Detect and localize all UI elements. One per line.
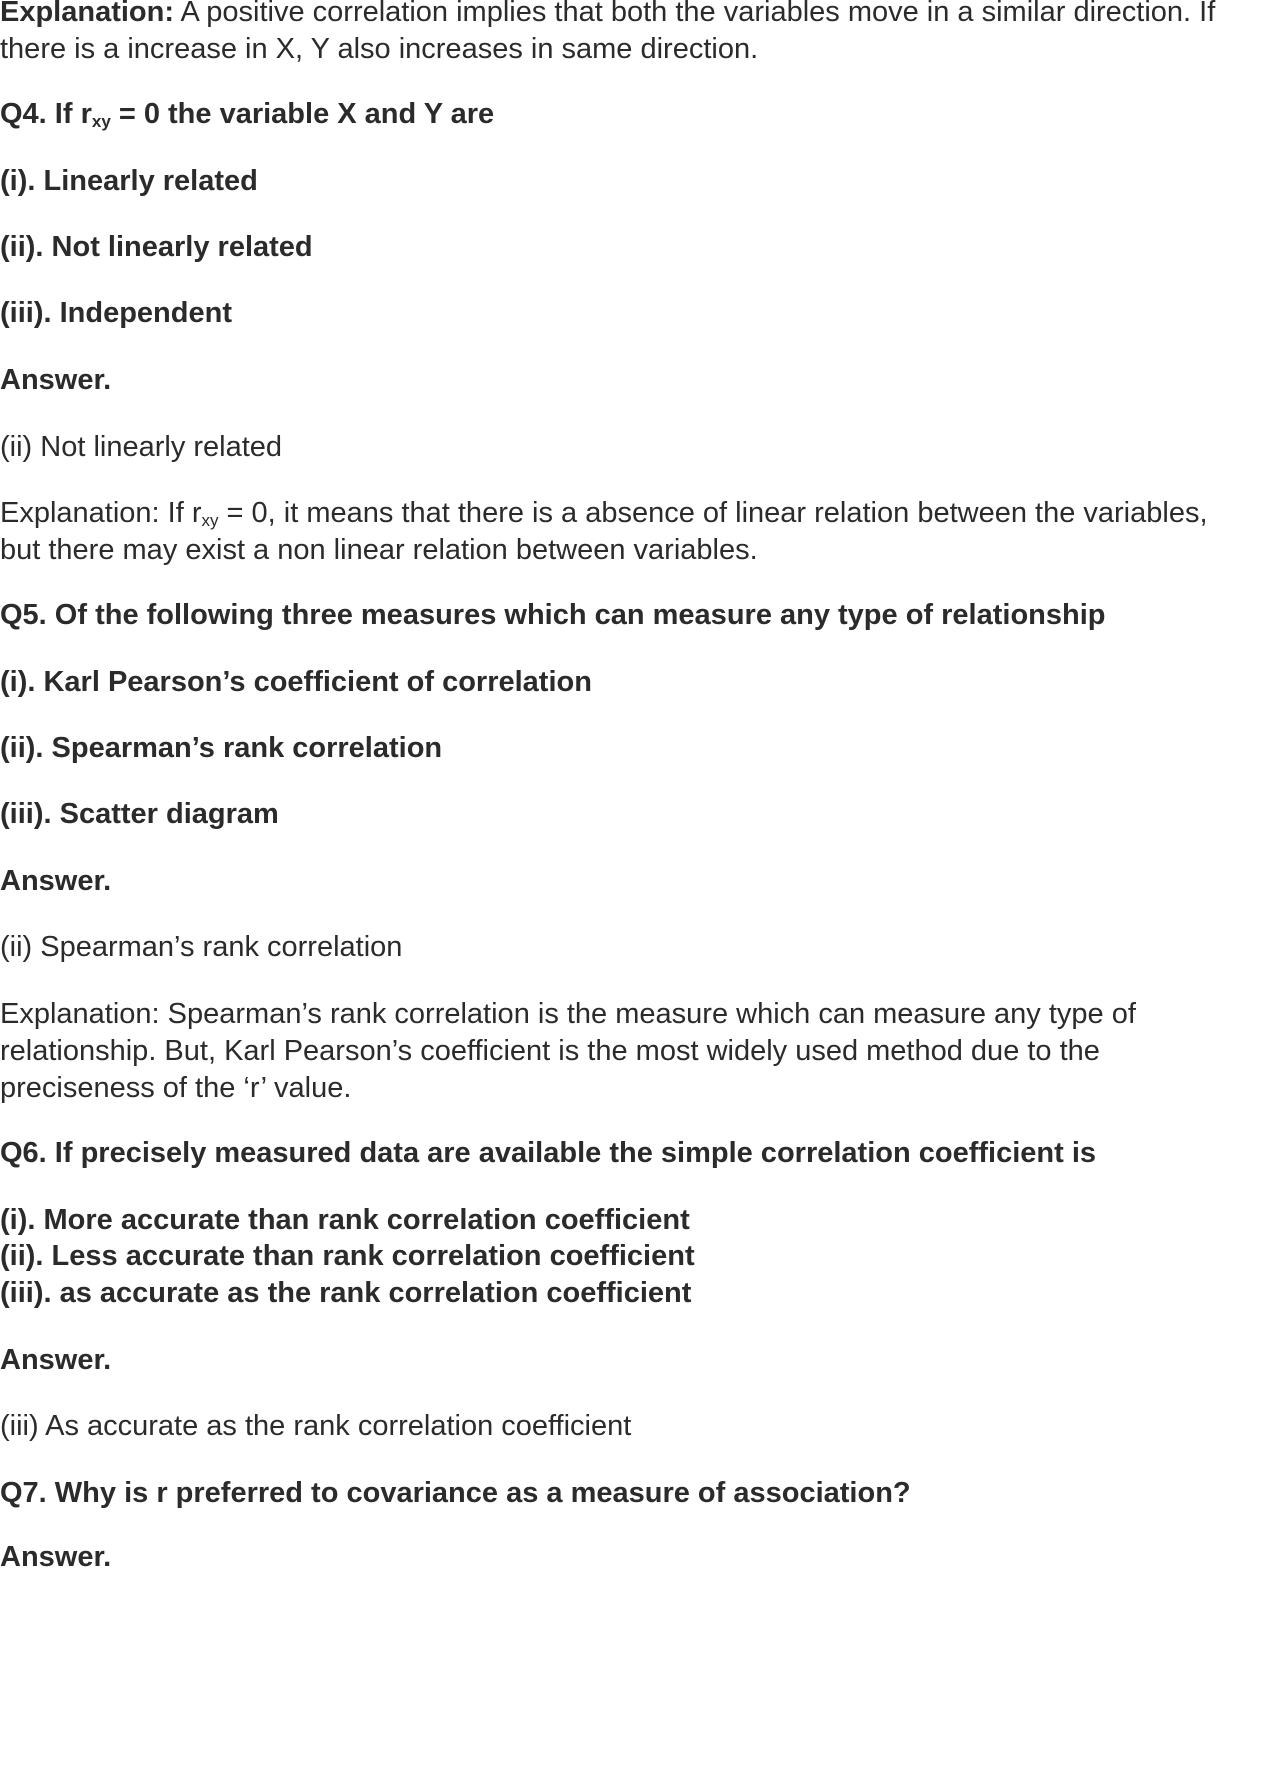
q5-answer-label: Answer. bbox=[0, 865, 112, 897]
explanation-top-line-2: there is a increase in X, Y also increases in same direction. bbox=[0, 33, 759, 65]
q6-option-3: (iii). as accurate as the rank correlation coefficient bbox=[0, 1277, 692, 1309]
q6-option-1: (i). More accurate than rank correlation coefficient bbox=[0, 1204, 690, 1236]
q6-answer: (iii) As accurate as the rank correlation coefficient bbox=[0, 1410, 632, 1442]
q5-explanation-line-3: preciseness of the ‘r’ value. bbox=[0, 1072, 352, 1104]
q4-answer-label: Answer. bbox=[0, 364, 112, 396]
q7-answer-label: Answer. bbox=[0, 1541, 112, 1573]
q5-explanation-line-2: relationship. But, Karl Pearson’s coefficient is the most widely used method due to the bbox=[0, 1035, 1100, 1067]
q4-text-post: = 0 the variable X and Y are bbox=[110, 98, 495, 130]
question-q7: Q7. Why is r preferred to covariance as a measure of association? bbox=[0, 1477, 911, 1509]
q6-option-2: (ii). Less accurate than rank correlation coefficient bbox=[0, 1240, 695, 1272]
q4-explanation-line-1 bbox=[0, 492, 1208, 534]
q5-explanation-line-1: Explanation: Spearman’s rank correlation is the measure which can measure any type of bbox=[0, 998, 1136, 1030]
q5-option-2: (ii). Spearman’s rank correlation bbox=[0, 732, 443, 764]
question-q6: Q6. If precisely measured data are available the simple correlation coefficient is bbox=[0, 1137, 1097, 1169]
q4-explanation-line-2: but there may exist a non linear relation between variables. bbox=[0, 534, 758, 566]
q4-subscript: xy bbox=[91, 112, 111, 131]
q4-option-2: (ii). Not linearly related bbox=[0, 231, 313, 263]
question-q4 bbox=[0, 93, 494, 135]
q5-option-3: (iii). Scatter diagram bbox=[0, 798, 279, 830]
explanation-label: Explanation: bbox=[0, 0, 175, 28]
q4-answer: (ii) Not linearly related bbox=[0, 431, 283, 463]
question-q5: Q5. Of the following three measures which can measure any type of relationship bbox=[0, 599, 1106, 631]
q6-answer-label: Answer. bbox=[0, 1344, 112, 1376]
q4-explanation-subscript: xy bbox=[201, 511, 219, 530]
q5-option-1: (i). Karl Pearson’s coefficient of correlation bbox=[0, 666, 592, 698]
q4-explanation-pre: Explanation: If r bbox=[0, 497, 202, 529]
q4-option-3: (iii). Independent bbox=[0, 297, 232, 329]
q4-option-1: (i). Linearly related bbox=[0, 165, 258, 197]
q4-text-pre: Q4. If r bbox=[0, 98, 92, 130]
explanation-text: A positive correlation implies that both the variables move in a similar direction. If bbox=[174, 0, 1216, 28]
q4-explanation-post: = 0, it means that there is a absence of linear relation between the variables, bbox=[218, 497, 1208, 529]
q5-answer: (ii) Spearman’s rank correlation bbox=[0, 931, 403, 963]
